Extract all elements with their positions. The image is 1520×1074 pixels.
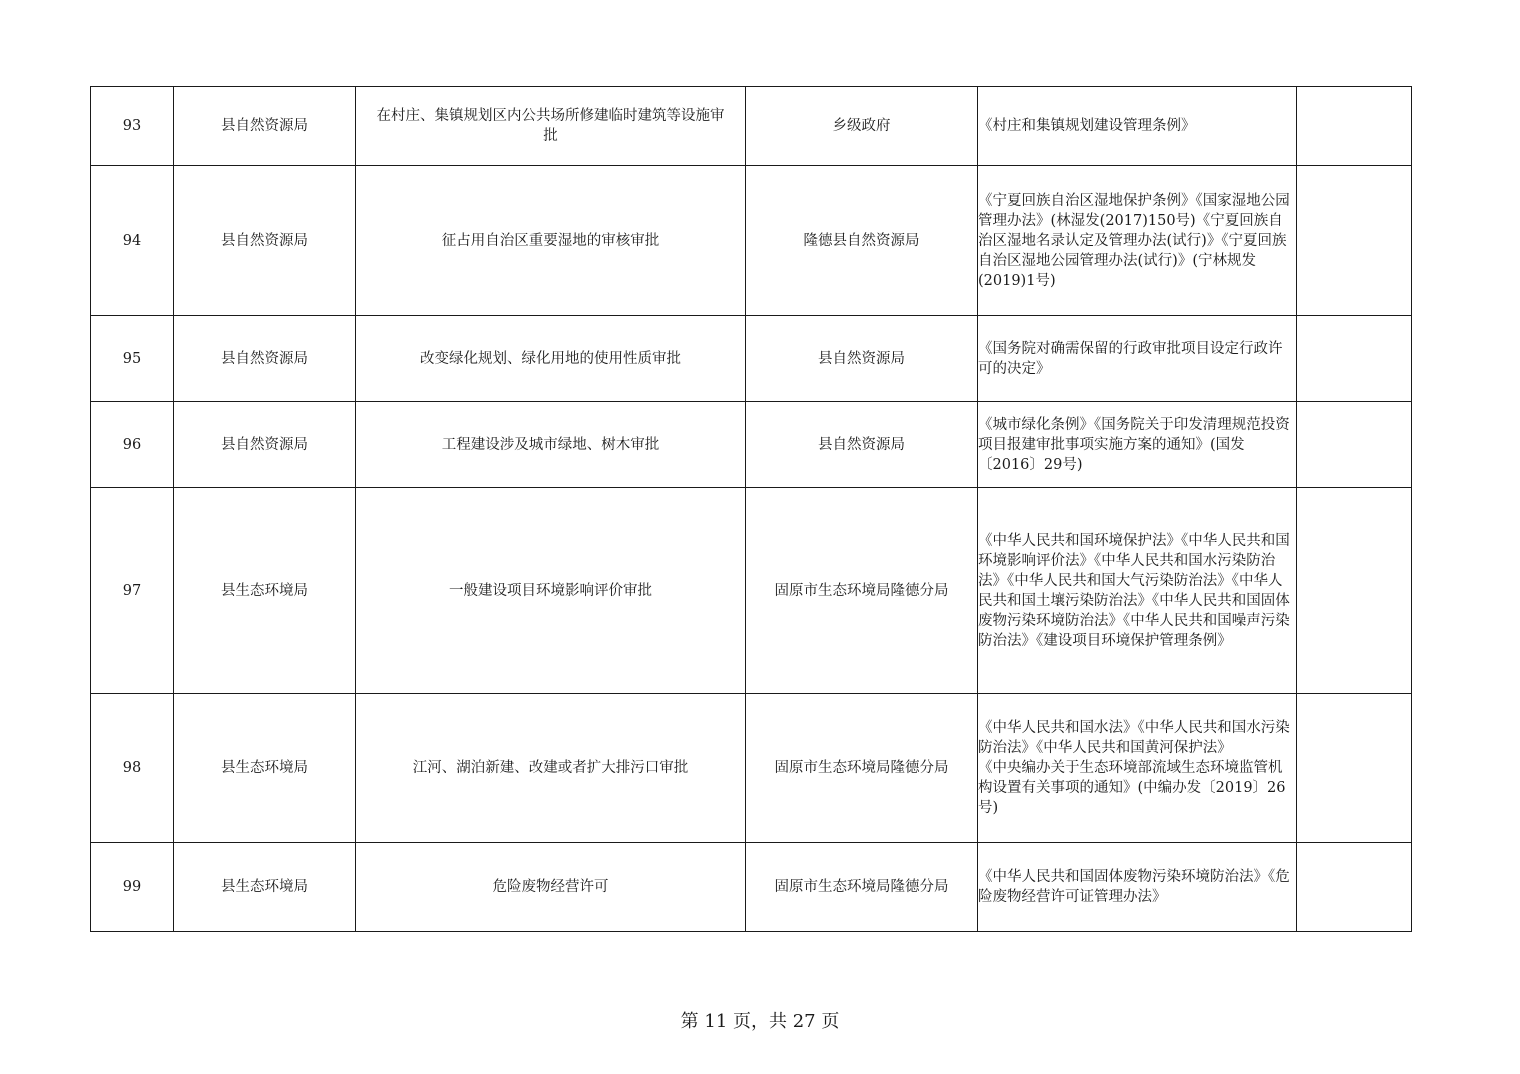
implementing-body-cell: 县自然资源局 xyxy=(746,402,978,488)
approval-items-table xyxy=(90,86,1412,932)
department-cell: 县生态环境局 xyxy=(174,843,356,932)
row-number: 93 xyxy=(91,87,174,166)
implementing-body-cell: 固原市生态环境局隆德分局 xyxy=(746,694,978,843)
implementing-body-cell: 隆德县自然资源局 xyxy=(746,166,978,316)
remarks-cell xyxy=(1297,316,1412,402)
table-row xyxy=(91,488,1412,694)
department-cell: 县生态环境局 xyxy=(174,488,356,694)
table-row xyxy=(91,87,1412,166)
department-cell: 县自然资源局 xyxy=(174,166,356,316)
remarks-cell xyxy=(1297,166,1412,316)
legal-basis-cell: 《宁夏回族自治区湿地保护条例》《国家湿地公园管理办法》(林湿发(2017)150号)《宁夏回族自治区湿地名录认定及管理办法(试行)》《宁夏回族自治区湿地公园管理办法(试行)》(宁林规发 (2019)1号) xyxy=(978,166,1297,316)
row-number: 97 xyxy=(91,488,174,694)
legal-basis-cell: 《中华人民共和国环境保护法》《中华人民共和国环境影响评价法》《中华人民共和国水污染防治法》《中华人民共和国大气污染防治法》《中华人民共和国土壤污染防治法》《中华人民共和国固体废物污染环境防治法》《中华人民共和国噪声污染防治法》《建设项目环境保护管理条例》 xyxy=(978,488,1297,694)
implementing-body-cell: 固原市生态环境局隆德分局 xyxy=(746,843,978,932)
legal-basis-cell: 《村庄和集镇规划建设管理条例》 xyxy=(978,87,1297,166)
department-cell: 县自然资源局 xyxy=(174,402,356,488)
legal-basis-cell: 《国务院对确需保留的行政审批项目设定行政许可的决定》 xyxy=(978,316,1297,402)
remarks-cell xyxy=(1297,488,1412,694)
row-number: 95 xyxy=(91,316,174,402)
remarks-cell xyxy=(1297,843,1412,932)
implementing-body-cell: 固原市生态环境局隆德分局 xyxy=(746,488,978,694)
row-number: 94 xyxy=(91,166,174,316)
approval-item-cell: 改变绿化规划、绿化用地的使用性质审批 xyxy=(356,316,746,402)
table-row xyxy=(91,402,1412,488)
approval-item-cell: 危险废物经营许可 xyxy=(356,843,746,932)
implementing-body-cell: 县自然资源局 xyxy=(746,316,978,402)
remarks-cell xyxy=(1297,402,1412,488)
page-number-footer: 第 11 页，共 27 页 xyxy=(680,1011,840,1032)
legal-basis-cell: 《中华人民共和国固体废物污染环境防治法》《危险废物经营许可证管理办法》 xyxy=(978,843,1297,932)
table-row xyxy=(91,694,1412,843)
implementing-body-cell: 乡级政府 xyxy=(746,87,978,166)
approval-item-cell: 工程建设涉及城市绿地、树木审批 xyxy=(356,402,746,488)
approval-item-cell: 江河、湖泊新建、改建或者扩大排污口审批 xyxy=(356,694,746,843)
remarks-cell xyxy=(1297,694,1412,843)
row-number: 99 xyxy=(91,843,174,932)
legal-basis-cell: 《城市绿化条例》《国务院关于印发清理规范投资项目报建审批事项实施方案的通知》(国发〔2016〕29号) xyxy=(978,402,1297,488)
row-number: 96 xyxy=(91,402,174,488)
table-row xyxy=(91,843,1412,932)
approval-item-cell: 在村庄、集镇规划区内公共场所修建临时建筑等设施审 批 xyxy=(356,87,746,166)
row-number: 98 xyxy=(91,694,174,843)
remarks-cell xyxy=(1297,87,1412,166)
table-row xyxy=(91,166,1412,316)
legal-basis-cell: 《中华人民共和国水法》《中华人民共和国水污染防治法》《中华人民共和国黄河保护法》 《中央编办关于生态环境部流域生态环境监管机构设置有关事项的通知》(中编办发〔2019〕26号) xyxy=(978,694,1297,843)
table-row xyxy=(91,316,1412,402)
department-cell: 县自然资源局 xyxy=(174,87,356,166)
department-cell: 县生态环境局 xyxy=(174,694,356,843)
approval-item-cell: 征占用自治区重要湿地的审核审批 xyxy=(356,166,746,316)
approval-item-cell: 一般建设项目环境影响评价审批 xyxy=(356,488,746,694)
department-cell: 县自然资源局 xyxy=(174,316,356,402)
